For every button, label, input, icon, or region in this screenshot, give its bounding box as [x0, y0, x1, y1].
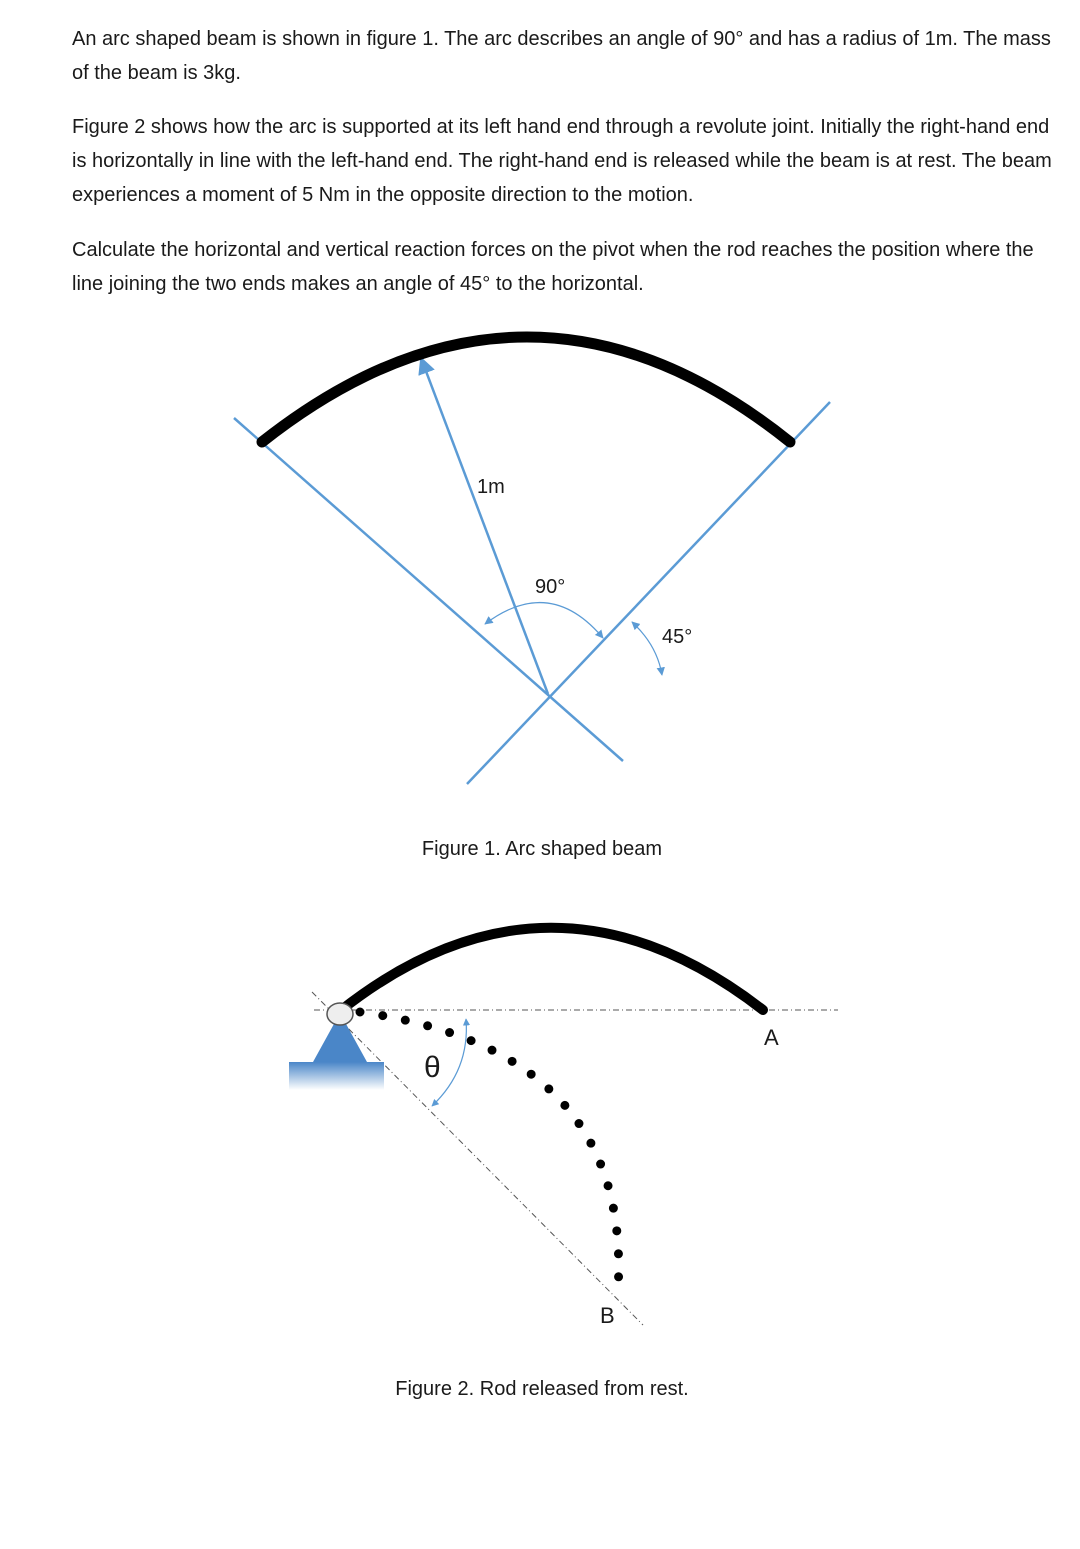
problem-paragraph-2: Figure 2 shows how the arc is supported at its left hand end through a revolute joint. Initially the right-hand end is horizontally in line with the left-hand end. The right-hand end is released while the beam is at rest. The beam experiences a moment of 5 Nm in the opposite direction to the motion. — [72, 116, 1052, 206]
fig2-ground — [289, 1062, 384, 1090]
fig2-pivot-joint — [327, 1003, 353, 1025]
fig1-radius-label: 1m — [477, 476, 505, 498]
problem-paragraph-1: An arc shaped beam is shown in figure 1. The arc describes an angle of 90° and has a radius of 1m. The mass of the beam is 3kg. — [72, 28, 1051, 84]
fig2-point-b-label: B — [600, 1303, 615, 1328]
fig2-theta-label: θ — [424, 1051, 441, 1084]
figure-1-caption: Figure 1. Arc shaped beam — [421, 838, 663, 860]
fig1-tilt-label: 45° — [662, 626, 693, 648]
fig2-arc-beam — [340, 928, 763, 1011]
fig2-rotated-beam-dotted — [360, 1012, 619, 1290]
fig2-diagonal-reference-line — [312, 992, 643, 1325]
fig2-point-a-label: A — [764, 1025, 779, 1050]
problem-paragraph-3: Calculate the horizontal and vertical reaction forces on the pivot when the rod reaches the position where the line joining the two ends makes an angle of 45° to the horizontal. — [72, 239, 1034, 295]
figure-2-caption: Figure 2. Rod released from rest. — [395, 1378, 689, 1400]
fig1-angle-label: 90° — [535, 576, 566, 598]
